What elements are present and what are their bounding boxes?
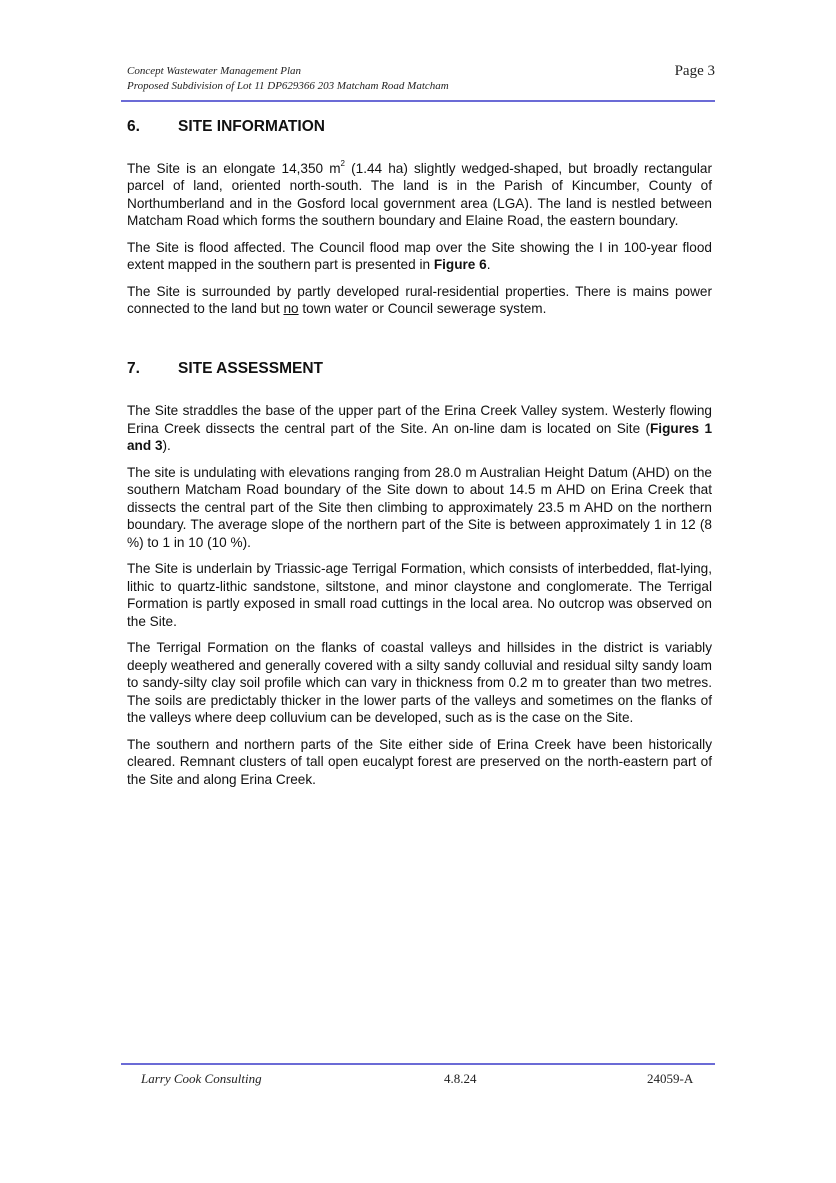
figure-reference: Figures 1 and 3: [127, 420, 713, 453]
superscript: 2: [340, 158, 345, 168]
page-number: Page 3: [674, 63, 715, 79]
section-title: SITE INFORMATION: [178, 118, 325, 135]
section-heading: [127, 360, 712, 378]
document-body: [127, 118, 712, 797]
text-run: ).: [162, 438, 171, 453]
section-number: 6.: [127, 118, 140, 135]
figure-reference: Figure 6: [433, 257, 487, 272]
footer-date: 4.8.24: [444, 1071, 477, 1086]
section-site-assessment: [127, 360, 712, 789]
header-titles: [127, 64, 449, 94]
section-heading: [127, 118, 712, 136]
paragraph: The southern and northern parts of the Site either side of Erina Creek have been historically cleared. Remnant clusters of tall open eucalypt forest are preserved on the north-eastern part of the Site and along Erina Creek.: [127, 736, 712, 787]
section-number: 7.: [127, 359, 140, 377]
text-run: The Site is an elongate 14,350 m: [127, 160, 341, 176]
section-site-information: [127, 118, 712, 318]
text-run: The Site is surrounded by partly developed rural-residential properties. There is mains power connected to the land but: [127, 283, 712, 316]
footer-reference: 24059-A: [647, 1071, 694, 1086]
paragraph: [127, 402, 712, 455]
text-run: The Site is flood affected. The Council flood map over the Site showing the I in 100-year flood extent mapped in the southern part is presented in: [127, 239, 712, 272]
text-run: .: [486, 257, 491, 272]
header-document-subtitle: Proposed Subdivision of Lot 11 DP629366 203 Matcham Road Matcham: [127, 80, 449, 92]
header-document-title: Concept Wastewater Management Plan: [127, 65, 302, 77]
section-title: SITE ASSESSMENT: [178, 359, 323, 377]
text-run: (1.44 ha) slightly wedged-shaped, but broadly rectangular parcel of land, oriented north-south. The land is in the Parish of Kincumber, County of Northumberland and in the Gosford local government area (LGA). The land is nestled between Matcham Road which forms the southern boundary and Elaine Road, the eastern boundary.: [127, 160, 712, 228]
text-run: The Site straddles the base of the upper part of the Erina Creek Valley system. Westerly flowing Erina Creek dissects the central part of the Site. An on-line dam is located on Site (: [127, 403, 712, 436]
text-run: town water or Council sewerage system.: [298, 301, 547, 316]
footer-company: Larry Cook Consulting: [141, 1071, 262, 1086]
header-divider: [121, 100, 715, 102]
paragraph: [127, 239, 712, 274]
footer-divider: [121, 1063, 715, 1065]
page-header: [127, 64, 715, 100]
paragraph: The Site is underlain by Triassic-age Terrigal Formation, which consists of interbedded, flat-lying, lithic to quartz-lithic sandstone, siltstone, and minor claystone and conglomerate. The Terrigal Formation is partly exposed in small road cuttings in the local area. No outcrop was observed on the Site.: [127, 561, 712, 629]
paragraph: [127, 283, 712, 318]
paragraph: The site is undulating with elevations ranging from 28.0 m Australian Height Datum (AHD) on the southern Matcham Road boundary of the Site down to about 14.5 m AHD on Erina Creek that dissects the central part of the Site then climbing to approximately 23.5 m AHD on the northern boundary. The average slope of the northern part of the Site is between approximately 1 in 12 (8 %) to 1 in 10 (10 %).: [127, 464, 712, 550]
underlined-text: no: [283, 301, 299, 316]
paragraph: [127, 160, 712, 230]
paragraph: The Terrigal Formation on the flanks of coastal valleys and hillsides in the district is variably deeply weathered and generally covered with a silty sandy colluvial and residual silty sandy loam to sandy-silty clay soil profile which can vary in thickness from 0.2 m to greater than two metres. The soils are predictably thicker in the lower parts of the valleys and sometimes on the flanks of the valleys where deep colluvium can be developed, such as is the case on the Site.: [127, 640, 712, 725]
